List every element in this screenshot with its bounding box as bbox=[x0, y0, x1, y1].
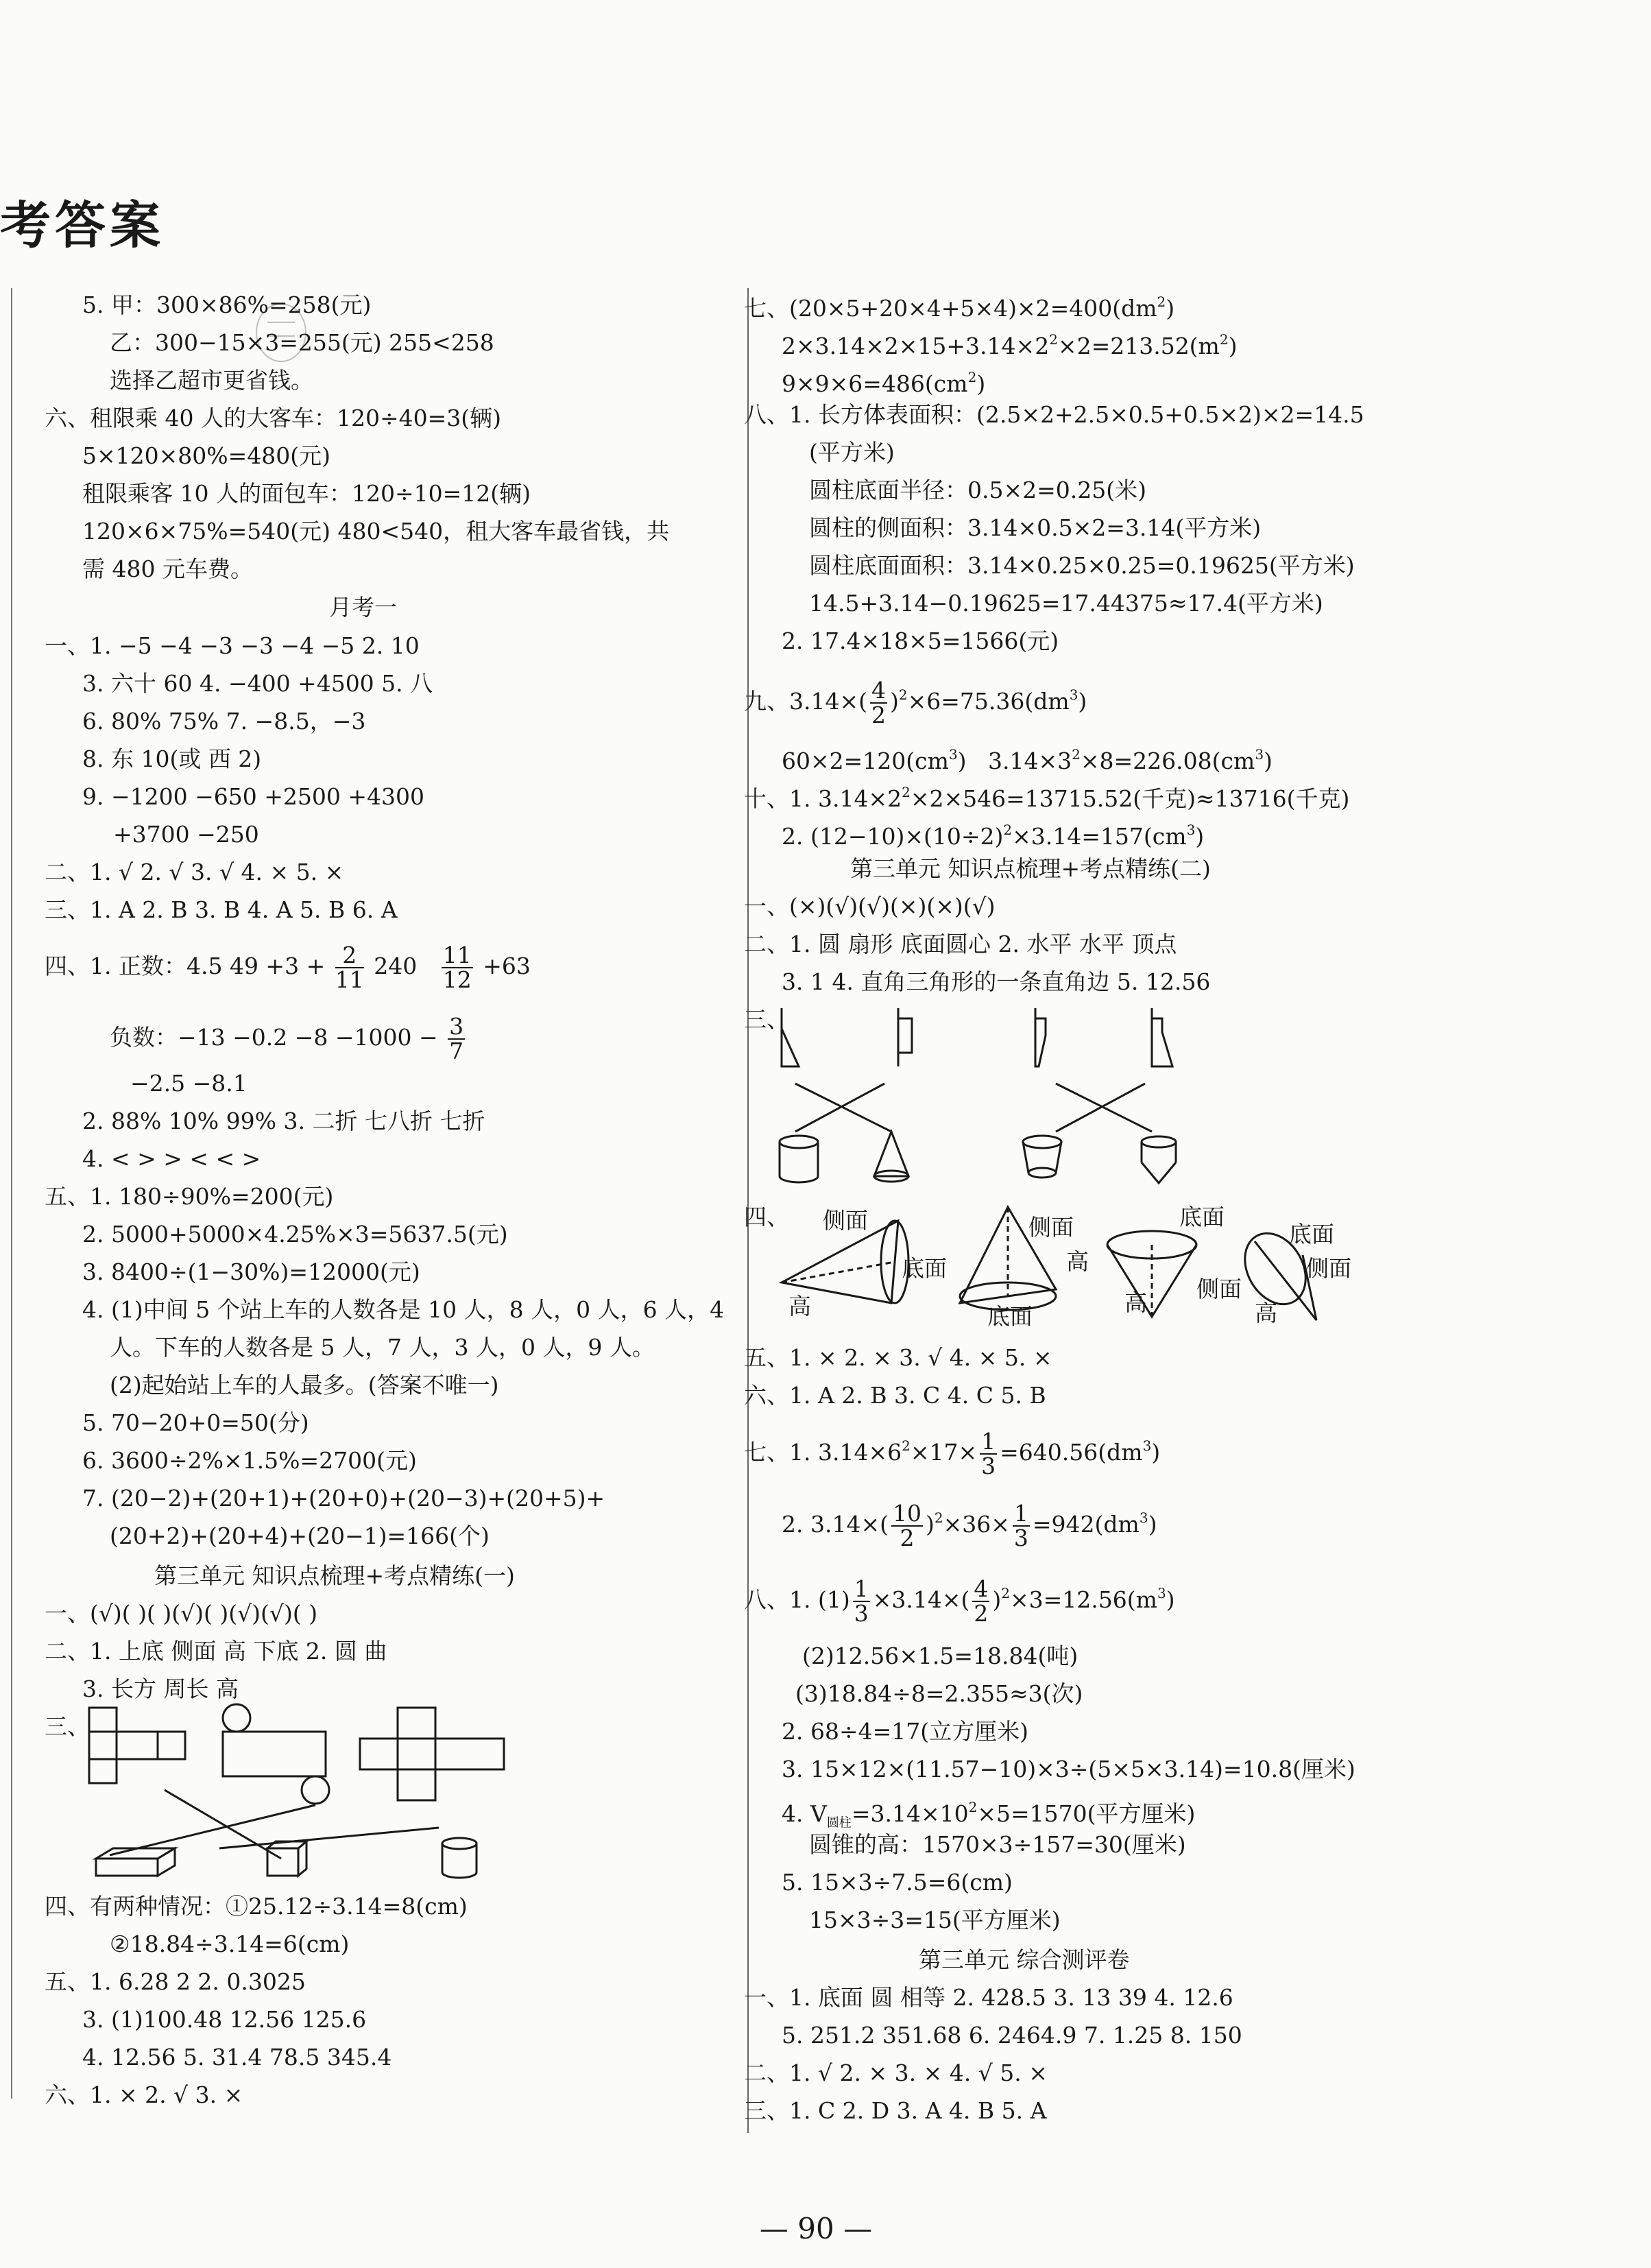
answer-line: 4. < > > < < > bbox=[82, 1145, 261, 1172]
answer-text: ×3=12.56(m bbox=[1010, 1586, 1157, 1613]
answer-line: 8. 东 10(或 西 2) bbox=[82, 745, 262, 772]
fraction-numerator: 1 bbox=[1013, 1500, 1028, 1527]
answer-line: (平方米) bbox=[809, 439, 895, 466]
fraction-denominator: 3 bbox=[1013, 1525, 1028, 1551]
answer-line: 五、1. 180÷90%=200(元) bbox=[45, 1183, 334, 1210]
answer-line: 3. (1)100.48 12.56 125.6 bbox=[82, 2006, 367, 2033]
rotation-matching-figure bbox=[768, 1001, 1262, 1193]
superscript: 2 bbox=[898, 687, 908, 703]
answer-line: 需 480 元车费。 bbox=[82, 556, 253, 582]
answer-line: 租限乘客 10 人的面包车：120÷10=12(辆) bbox=[82, 480, 531, 507]
answer-line: 5×120×80%=480(元) bbox=[82, 442, 331, 469]
subscript: 圆柱 bbox=[826, 1815, 852, 1830]
fraction-numerator: 4 bbox=[871, 677, 887, 704]
superscript: 3 bbox=[1139, 1509, 1148, 1526]
answer-line: 六、租限乘 40 人的大客车：120÷40=3(辆) bbox=[45, 405, 501, 431]
answer-line: 二、1. 上底 侧面 高 下底 2. 圆 曲 bbox=[45, 1638, 387, 1664]
answer-text: ) bbox=[1166, 295, 1175, 322]
answer-line: (2)12.56×1.5=18.84(吨) bbox=[802, 1643, 1078, 1669]
answer-text: 十、1. 3.14×2 bbox=[744, 785, 902, 812]
answer-line: 6. 3600÷2%×1.5%=2700(元) bbox=[82, 1447, 417, 1474]
answer-line bbox=[744, 1430, 1160, 1478]
answer-text: ×2=213.52(m bbox=[1057, 333, 1220, 359]
answer-line bbox=[782, 1502, 1157, 1550]
answer-line bbox=[782, 741, 1273, 775]
answer-line: 选择乙超市更省钱。 bbox=[110, 367, 313, 394]
fraction-denominator: 2 bbox=[871, 702, 887, 728]
answer-text: 九、3.14×( bbox=[744, 688, 868, 715]
superscript: 2 bbox=[967, 369, 977, 385]
answer-text: ×36× bbox=[943, 1511, 1010, 1538]
answer-line bbox=[45, 944, 531, 992]
figure-label: 底面 bbox=[902, 1255, 947, 1282]
answer-text: ×8=226.08(cm bbox=[1080, 748, 1255, 774]
answer-text: ×3.14=157(cm bbox=[1012, 823, 1187, 850]
answer-line: 四、 bbox=[744, 1204, 789, 1230]
answer-text: ) bbox=[957, 748, 967, 774]
fraction-denominator: 2 bbox=[900, 1525, 915, 1551]
superscript: 2 bbox=[1049, 331, 1058, 348]
answer-line bbox=[110, 1015, 468, 1063]
answer-line: 120×6×75%=540(元) 480<540，租大客车最省钱，共 bbox=[82, 518, 670, 545]
answer-text: ×5=1570(平方厘米) bbox=[977, 1800, 1196, 1827]
fraction-denominator: 7 bbox=[449, 1038, 464, 1064]
page-number: — 90 — bbox=[759, 2212, 873, 2245]
superscript: 2 bbox=[902, 784, 911, 800]
answer-text: +63 bbox=[483, 953, 531, 979]
answer-line: 圆柱底面面积：3.14×0.25×0.25=0.19625(平方米) bbox=[809, 552, 1355, 579]
figure-label: 高 bbox=[788, 1293, 811, 1320]
answer-text: ) bbox=[1228, 333, 1238, 359]
superscript: 2 bbox=[1157, 294, 1166, 310]
superscript: 2 bbox=[1003, 822, 1013, 838]
fraction bbox=[442, 944, 473, 992]
fraction bbox=[853, 1577, 870, 1625]
answer-line: 圆锥的高：1570×3÷157=30(厘米) bbox=[809, 1831, 1186, 1858]
answer-line: +3700 −250 bbox=[113, 821, 259, 848]
fraction-numerator: 4 bbox=[974, 1575, 989, 1602]
answer-line bbox=[782, 816, 1204, 850]
answer-text: 9×9×6=486(cm bbox=[782, 370, 968, 397]
answer-line: 四、有两种情况：①25.12÷3.14=8(cm) bbox=[45, 1893, 468, 1920]
fraction-numerator: 1 bbox=[854, 1575, 869, 1602]
answer-line: 5. 70−20+0=50(分) bbox=[82, 1409, 309, 1436]
answer-text: ) bbox=[1264, 748, 1273, 774]
answer-line: 一、1. 底面 圆 相等 2. 428.5 3. 13 39 4. 12.6 bbox=[744, 1984, 1233, 2011]
answer-line bbox=[782, 326, 1237, 360]
section-heading: 第三单元 知识点梳理+考点精练(一) bbox=[154, 1562, 515, 1589]
answer-line: 圆柱的侧面积：3.14×0.5×2=3.14(平方米) bbox=[809, 514, 1262, 541]
section-heading: 第三单元 知识点梳理+考点精练(二) bbox=[850, 855, 1211, 882]
fraction-numerator: 1 bbox=[981, 1428, 996, 1455]
answer-text: ) bbox=[976, 370, 986, 397]
answer-line: 2. 17.4×18×5=1566(元) bbox=[782, 628, 1059, 654]
fraction-numerator: 11 bbox=[442, 942, 472, 968]
figure-label: 底面 bbox=[1289, 1221, 1334, 1248]
fraction-denominator: 2 bbox=[974, 1600, 989, 1627]
fraction-numerator: 2 bbox=[335, 944, 364, 968]
answer-text: 4. V bbox=[782, 1800, 827, 1827]
answer-line: ②18.84÷3.14=6(cm) bbox=[110, 1931, 350, 1957]
answer-line bbox=[744, 778, 1349, 813]
answer-line: 6. 80% 75% 7. −8.5，−3 bbox=[82, 708, 366, 735]
answer-line: 一、1. −5 −4 −3 −3 −4 −5 2. 10 bbox=[45, 632, 420, 659]
fraction bbox=[870, 679, 887, 727]
answer-line: 二、1. √ 2. × 3. × 4. √ 5. × bbox=[744, 2060, 1048, 2086]
answer-line: 5. 251.2 351.68 6. 2464.9 7. 1.25 8. 150 bbox=[782, 2022, 1242, 2049]
answer-line bbox=[744, 288, 1174, 322]
answer-line bbox=[782, 363, 985, 398]
answer-text: 七、(20×5+20×4+5×4)×2=400(dm bbox=[744, 295, 1157, 322]
answer-line: 7. (20−2)+(20+1)+(20+0)+(20−3)+(20+5)+ bbox=[82, 1485, 605, 1512]
answer-line: 三、1. C 2. D 3. A 4. B 5. A bbox=[744, 2097, 1047, 2124]
answer-text: ×2×546=13715.52(千克)≈13716(千克) bbox=[910, 785, 1350, 812]
answer-line: 3. 长方 周长 高 bbox=[82, 1675, 239, 1702]
answer-line: 15×3÷3=15(平方厘米) bbox=[809, 1907, 1061, 1933]
figure-label: 高 bbox=[1124, 1289, 1147, 1316]
answer-line: (20+2)+(20+4)+(20−1)=166(个) bbox=[110, 1523, 490, 1549]
answer-text: =942(dm bbox=[1032, 1511, 1140, 1538]
answer-text: ) bbox=[1078, 688, 1087, 715]
answer-text: =640.56(dm bbox=[1000, 1439, 1143, 1466]
answer-line: 二、1. √ 2. √ 3. √ 4. × 5. × bbox=[45, 859, 344, 885]
answer-line: 3. 1 4. 直角三角形的一条直角边 5. 12.56 bbox=[782, 968, 1211, 995]
answer-line: 五、1. × 2. × 3. √ 4. × 5. × bbox=[744, 1344, 1052, 1371]
fraction bbox=[891, 1502, 923, 1550]
section-heading: 月考一 bbox=[329, 594, 397, 621]
answer-line: 5. 甲：300×86%=258(元) bbox=[82, 291, 372, 318]
answer-line: 六、1. A 2. B 3. C 4. C 5. B bbox=[744, 1382, 1046, 1409]
answer-line: 三、 bbox=[744, 1006, 789, 1033]
answer-text: ) bbox=[1166, 1586, 1175, 1613]
answer-line: 3. 8400÷(1−30%)=12000(元) bbox=[82, 1258, 420, 1285]
answer-text: 240 bbox=[374, 953, 418, 979]
superscript: 2 bbox=[902, 1437, 911, 1454]
answer-text: =3.14×10 bbox=[851, 1800, 969, 1827]
figure-label: 侧面 bbox=[823, 1207, 868, 1234]
answer-line: 二、1. 圆 扇形 底面圆心 2. 水平 水平 顶点 bbox=[744, 931, 1177, 957]
figure-label: 高 bbox=[1066, 1248, 1089, 1275]
answer-text: 负数：−13 −0.2 −8 −1000 − bbox=[110, 1024, 438, 1051]
fraction-numerator: 3 bbox=[449, 1013, 464, 1040]
answer-text: 七、1. 3.14×6 bbox=[744, 1439, 902, 1466]
answer-line: (3)18.84÷8=2.355≈3(次) bbox=[795, 1680, 1083, 1707]
answer-text: 八、1. (1) bbox=[744, 1586, 850, 1613]
answer-line: 一、(√)( )( )(√)( )(√)(√)( ) bbox=[45, 1600, 318, 1627]
fraction-denominator: 11 bbox=[335, 966, 364, 993]
fraction-denominator: 3 bbox=[981, 1453, 996, 1479]
answer-text: ) bbox=[1151, 1439, 1161, 1466]
answer-text: ) bbox=[925, 1511, 935, 1538]
answer-line: 乙：300−15×3=255(元) 255<258 bbox=[110, 329, 494, 356]
left-margin-rule bbox=[11, 288, 12, 2099]
fraction bbox=[1013, 1502, 1030, 1550]
page-title: 考答案 bbox=[0, 196, 165, 255]
answer-text: ×6=75.36(dm bbox=[907, 688, 1070, 715]
fraction bbox=[335, 944, 364, 992]
answer-text: 3.14×3 bbox=[988, 748, 1072, 774]
answer-text: 2. (12−10)×(10÷2) bbox=[782, 823, 1004, 850]
figure-label: 底面 bbox=[987, 1303, 1033, 1330]
answer-line: 八、1. 长方体表面积：(2.5×2+2.5×0.5+0.5×2)×2=14.5 bbox=[744, 401, 1364, 428]
answer-line: 五、1. 6.28 2 2. 0.3025 bbox=[45, 1968, 306, 1995]
answer-text: ) bbox=[1148, 1511, 1157, 1538]
answer-line: 3. 六十 60 4. −400 +4500 5. 八 bbox=[82, 670, 433, 697]
fraction-denominator: 3 bbox=[854, 1600, 869, 1627]
answer-line: 4. (1)中间 5 个站上车的人数各是 10 人，8 人，0 人，6 人，4 bbox=[82, 1296, 725, 1323]
answer-line: 圆柱底面半径：0.5×2=0.25(米) bbox=[809, 477, 1147, 503]
figure-label: 底面 bbox=[1179, 1204, 1225, 1230]
answer-line: 人。下车的人数各是 5 人，7 人，3 人，0 人，9 人。 bbox=[110, 1334, 655, 1361]
answer-line bbox=[744, 1577, 1175, 1625]
net-matching-figure bbox=[75, 1701, 569, 1879]
answer-text: ) bbox=[890, 688, 899, 715]
fraction-numerator: 10 bbox=[892, 1500, 921, 1527]
superscript: 2 bbox=[1219, 331, 1229, 348]
fraction-denominator: 12 bbox=[442, 966, 472, 993]
superscript: 3 bbox=[1255, 746, 1264, 763]
answer-line: 六、1. × 2. √ 3. × bbox=[45, 2081, 243, 2108]
figure-label: 侧面 bbox=[1196, 1276, 1242, 1302]
superscript: 2 bbox=[968, 1799, 978, 1815]
answer-line: 5. 15×3÷7.5=6(cm) bbox=[782, 1869, 1013, 1896]
answer-text: 四、1. 正数：4.5 49 +3 + bbox=[45, 953, 326, 979]
answer-line: 一、(×)(√)(√)(×)(×)(√) bbox=[744, 893, 996, 920]
superscript: 3 bbox=[948, 746, 958, 763]
answer-line: 2. 88% 10% 99% 3. 二折 七八折 七折 bbox=[82, 1108, 485, 1134]
answer-line: (2)起始站上车的人最多。(答案不唯一) bbox=[110, 1372, 499, 1398]
superscript: 3 bbox=[1157, 1585, 1166, 1601]
answer-text: 2. 3.14×( bbox=[782, 1511, 889, 1538]
figure-label: 侧面 bbox=[1028, 1214, 1074, 1241]
answer-text: ×3.14×( bbox=[872, 1586, 970, 1613]
superscript: 3 bbox=[1142, 1437, 1152, 1454]
answer-line: 9. −1200 −650 +2500 +4300 bbox=[82, 783, 424, 810]
superscript: 2 bbox=[934, 1509, 943, 1526]
answer-line: 2. 5000+5000×4.25%×3=5637.5(元) bbox=[82, 1221, 508, 1248]
figure-label: 侧面 bbox=[1306, 1255, 1351, 1282]
fraction bbox=[448, 1015, 465, 1063]
answer-text: 60×2=120(cm bbox=[782, 748, 949, 774]
answer-text: 2×3.14×2×15+3.14×2 bbox=[782, 333, 1050, 359]
answer-text: ×17× bbox=[910, 1439, 978, 1466]
section-heading: 第三单元 综合测评卷 bbox=[919, 1946, 1130, 1973]
answer-text: ) bbox=[1195, 823, 1205, 850]
answer-line bbox=[744, 679, 1087, 727]
fraction bbox=[972, 1577, 989, 1625]
superscript: 3 bbox=[1186, 822, 1196, 838]
answer-line: 3. 15×12×(11.57−10)×3÷(5×5×3.14)=10.8(厘米) bbox=[782, 1756, 1355, 1782]
figure-label: 高 bbox=[1255, 1300, 1277, 1326]
answer-line: 4. 12.56 5. 31.4 78.5 345.4 bbox=[82, 2044, 392, 2070]
answer-line: 三、1. A 2. B 3. B 4. A 5. B 6. A bbox=[45, 896, 398, 923]
superscript: 3 bbox=[1069, 687, 1078, 703]
answer-text: ) bbox=[992, 1586, 1002, 1613]
fraction bbox=[980, 1430, 997, 1478]
answer-line: 14.5+3.14−0.19625=17.44375≈17.4(平方米) bbox=[809, 590, 1323, 617]
answer-line: 2. 68÷4=17(立方厘米) bbox=[782, 1718, 1029, 1745]
superscript: 2 bbox=[1001, 1585, 1010, 1601]
answer-line: −2.5 −8.1 bbox=[130, 1070, 248, 1097]
answer-line: 三、 bbox=[45, 1713, 90, 1740]
superscript: 2 bbox=[1072, 746, 1081, 763]
